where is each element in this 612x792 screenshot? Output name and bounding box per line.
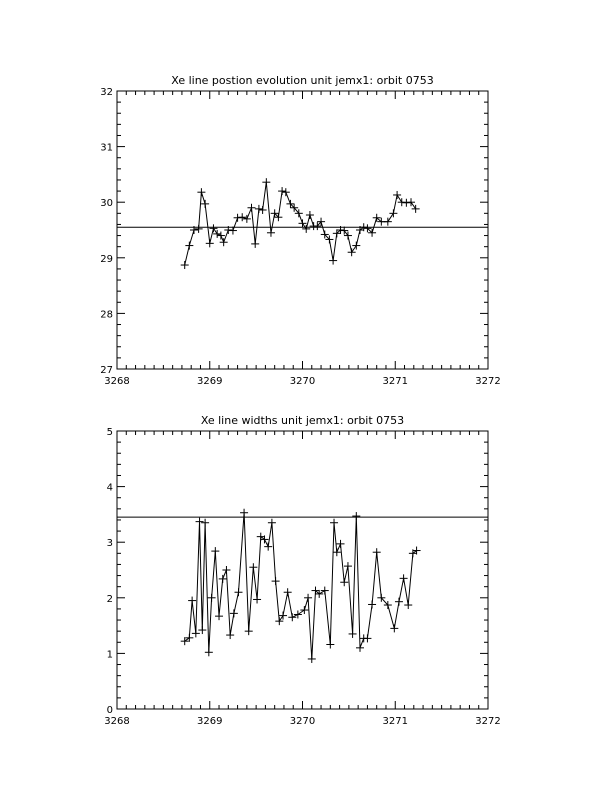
y-tick-label: 0: [106, 705, 113, 716]
data-point-position: [206, 239, 214, 247]
y-tick-label: 32: [100, 87, 113, 98]
data-point-width: [300, 606, 308, 614]
data-point-position: [181, 261, 189, 269]
x-tick-label: 3272: [475, 376, 501, 387]
data-point-width: [201, 519, 209, 527]
y-tick-label: 5: [106, 427, 113, 438]
y-tick-label: 29: [100, 253, 113, 265]
position-chart: [100, 74, 500, 387]
data-point-position: [412, 205, 420, 213]
width-chart: [104, 414, 500, 727]
data-point-width: [400, 574, 408, 582]
y-tick-label: 4: [106, 482, 113, 494]
data-point-width: [222, 566, 230, 574]
data-point-position: [278, 187, 286, 195]
data-point-position: [282, 188, 290, 196]
data-point-position: [344, 232, 352, 240]
data-point-width: [219, 575, 227, 583]
data-point-width: [363, 634, 371, 642]
data-point-width: [352, 512, 360, 520]
data-point-position: [195, 225, 203, 233]
data-point-width: [198, 626, 206, 634]
data-point-width: [368, 600, 376, 608]
data-point-width: [181, 637, 189, 645]
data-point-position: [329, 257, 337, 265]
x-tick-label: 3268: [104, 716, 130, 727]
data-point-width: [249, 563, 257, 571]
data-point-width: [192, 629, 200, 637]
data-point-position: [398, 198, 406, 206]
data-point-width: [215, 612, 223, 620]
y-tick-label: 1: [106, 649, 113, 661]
x-tick-label: 3269: [197, 716, 223, 727]
data-point-width: [245, 627, 253, 635]
data-point-width: [344, 562, 352, 570]
data-point-width: [330, 519, 338, 527]
data-point-width: [208, 594, 216, 602]
data-point-position: [259, 206, 267, 214]
data-point-width: [279, 612, 287, 620]
data-point-width: [185, 634, 193, 642]
y-tick-label: 2: [106, 593, 113, 605]
x-tick-label: 3272: [475, 716, 501, 727]
data-point-position: [197, 188, 205, 196]
data-point-width: [275, 617, 283, 625]
x-tick-label: 3270: [289, 716, 316, 727]
data-point-position: [201, 200, 209, 208]
y-tick-label: 30: [100, 198, 113, 210]
y-tick-label: 27: [100, 365, 113, 376]
data-point-width: [264, 543, 272, 551]
data-point-position: [234, 214, 242, 222]
data-point-width: [373, 548, 381, 556]
data-point-position: [389, 209, 397, 217]
data-point-position: [352, 242, 360, 250]
data-point-width: [349, 630, 357, 638]
data-point-width: [211, 547, 219, 555]
data-point-width: [337, 540, 345, 548]
data-point-width: [340, 578, 348, 586]
data-point-width: [196, 518, 204, 526]
x-tick-label: 3271: [382, 376, 408, 387]
data-point-position: [407, 198, 415, 206]
data-point-width: [390, 624, 398, 632]
data-point-position: [348, 248, 356, 256]
data-point-width: [230, 609, 238, 617]
data-point-width: [333, 548, 341, 556]
data-point-width: [304, 594, 312, 602]
data-point-width: [321, 587, 329, 595]
data-point-position: [299, 219, 307, 227]
x-tick-label: 3270: [289, 376, 316, 387]
data-point-width: [395, 598, 403, 606]
y-tick-label: 28: [100, 309, 113, 321]
data-point-position: [209, 224, 217, 232]
data-point-position: [243, 215, 251, 223]
data-point-width: [284, 588, 292, 596]
data-point-position: [255, 205, 263, 213]
data-point-width: [308, 655, 316, 663]
data-point-position: [229, 227, 237, 235]
data-point-position: [262, 178, 270, 186]
data-point-position: [185, 242, 193, 250]
data-point-position: [247, 204, 255, 212]
data-point-position: [251, 240, 259, 248]
data-point-width: [205, 648, 213, 656]
data-point-position: [306, 211, 314, 219]
data-point-width: [240, 509, 248, 517]
data-point-width: [404, 601, 412, 609]
data-point-width: [272, 577, 280, 585]
plot-frame: [117, 431, 488, 709]
series-line-width: [185, 513, 417, 659]
x-tick-label: 3271: [382, 716, 408, 727]
data-point-width: [188, 597, 196, 605]
data-point-position: [267, 229, 275, 237]
data-point-width: [356, 644, 364, 652]
data-point-position: [302, 225, 310, 233]
x-tick-label: 3268: [104, 376, 130, 387]
data-point-width: [326, 641, 334, 649]
data-point-position: [393, 191, 401, 199]
chart-title: Xe line widths unit jemx1: orbit 0753: [200, 414, 405, 427]
y-tick-label: 31: [100, 142, 113, 154]
data-point-width: [268, 519, 276, 527]
data-point-position: [402, 199, 410, 207]
data-point-position: [384, 218, 392, 226]
chart-title: Xe line postion evolution unit jemx1: orbit 0753: [171, 74, 434, 87]
data-point-width: [226, 631, 234, 639]
data-point-width: [235, 588, 243, 596]
y-tick-label: 3: [106, 538, 113, 550]
data-point-width: [253, 595, 261, 603]
x-tick-label: 3269: [197, 376, 223, 387]
plot-frame: [117, 91, 488, 369]
data-point-position: [238, 213, 246, 221]
data-point-position: [340, 227, 348, 235]
data-point-position: [213, 230, 221, 238]
